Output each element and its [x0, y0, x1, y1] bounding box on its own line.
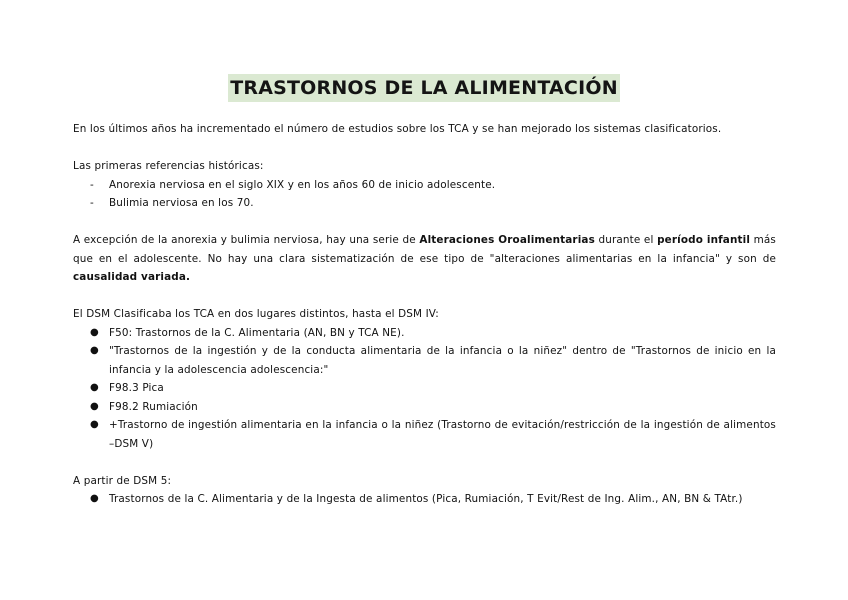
- list-item: [73, 342, 776, 379]
- exception-text: durante el: [594, 234, 658, 246]
- title-wrapper: [0, 74, 848, 102]
- dsm5-list: [73, 490, 776, 509]
- list-item-text: "Trastornos de la ingestión y de la conducta alimentaria de la infancia o la niñez" dentro de "Trastornos de inicio en la infancia y la adolescencia adolescencia:": [109, 345, 776, 376]
- exception-bold-periodo: período infantil: [657, 234, 751, 246]
- spacer: [73, 139, 776, 158]
- historical-heading: Las primeras referencias históricas:: [73, 160, 264, 172]
- list-item: [73, 490, 776, 509]
- spacer: [73, 213, 776, 232]
- exception-bold-oroalimentarias: Alteraciones Oroalimentarias: [419, 234, 595, 246]
- bullet-marker: ●: [90, 400, 99, 412]
- spacer: [73, 287, 776, 306]
- list-item: [73, 379, 776, 398]
- intro-paragraph: En los últimos años ha incrementado el número de estudios sobre los TCA y se han mejorado los sistemas clasificatorios.: [73, 123, 722, 135]
- list-item-text: Trastornos de la C. Alimentaria y de la Ingesta de alimentos (Pica, Rumiación, T Evit/Rest de Ing. Alim., AN, BN & TAtr.): [109, 493, 743, 505]
- bullet-marker: ●: [90, 493, 99, 504]
- list-item: [73, 398, 776, 417]
- bullet-marker: ●: [90, 345, 99, 356]
- dsm5-heading: A partir de DSM 5:: [73, 474, 172, 487]
- list-item-text: F50: Trastornos de la C. Alimentaria (AN, BN y TCA NE).: [109, 326, 405, 339]
- dash-marker: -: [90, 178, 94, 191]
- historical-list: [73, 176, 776, 213]
- dash-marker: -: [90, 197, 94, 209]
- document-body: [73, 120, 776, 509]
- exception-text: más que en el adolescente. No hay una clara sistematización de ese tipo de "alteraciones alimentarias en la infancia" y son de: [73, 234, 776, 265]
- exception-bold-causalidad: causalidad variada.: [73, 271, 191, 283]
- list-item: [73, 176, 776, 195]
- dsm-iv-list: [73, 324, 776, 454]
- exception-text: A excepción de la anorexia y bulimia nerviosa, hay una serie de: [73, 234, 420, 246]
- page-title: TRASTORNOS DE LA ALIMENTACIÓN: [228, 74, 620, 102]
- list-item-text: F98.3 Pica: [109, 382, 164, 394]
- list-item-text: +Trastorno de ingestión alimentaria en la infancia o la niñez (Trastorno de evitación/restricción de la ingestión de alimentos –DSM V): [109, 419, 776, 450]
- list-item: [73, 416, 776, 453]
- bullet-marker: ●: [90, 382, 99, 393]
- list-item-text: F98.2 Rumiación: [109, 400, 198, 413]
- bullet-marker: ●: [90, 326, 99, 338]
- list-item: [73, 324, 776, 343]
- list-item-text: Bulimia nerviosa en los 70.: [109, 197, 254, 209]
- list-item-text: Anorexia nerviosa en el siglo XIX y en los años 60 de inicio adolescente.: [109, 178, 496, 191]
- exception-paragraph: [73, 231, 776, 287]
- bullet-marker: ●: [90, 419, 99, 430]
- dsm-iv-heading: El DSM Clasificaba los TCA en dos lugares distintos, hasta el DSM IV:: [73, 308, 439, 320]
- spacer: [73, 453, 776, 472]
- list-item: [73, 194, 776, 213]
